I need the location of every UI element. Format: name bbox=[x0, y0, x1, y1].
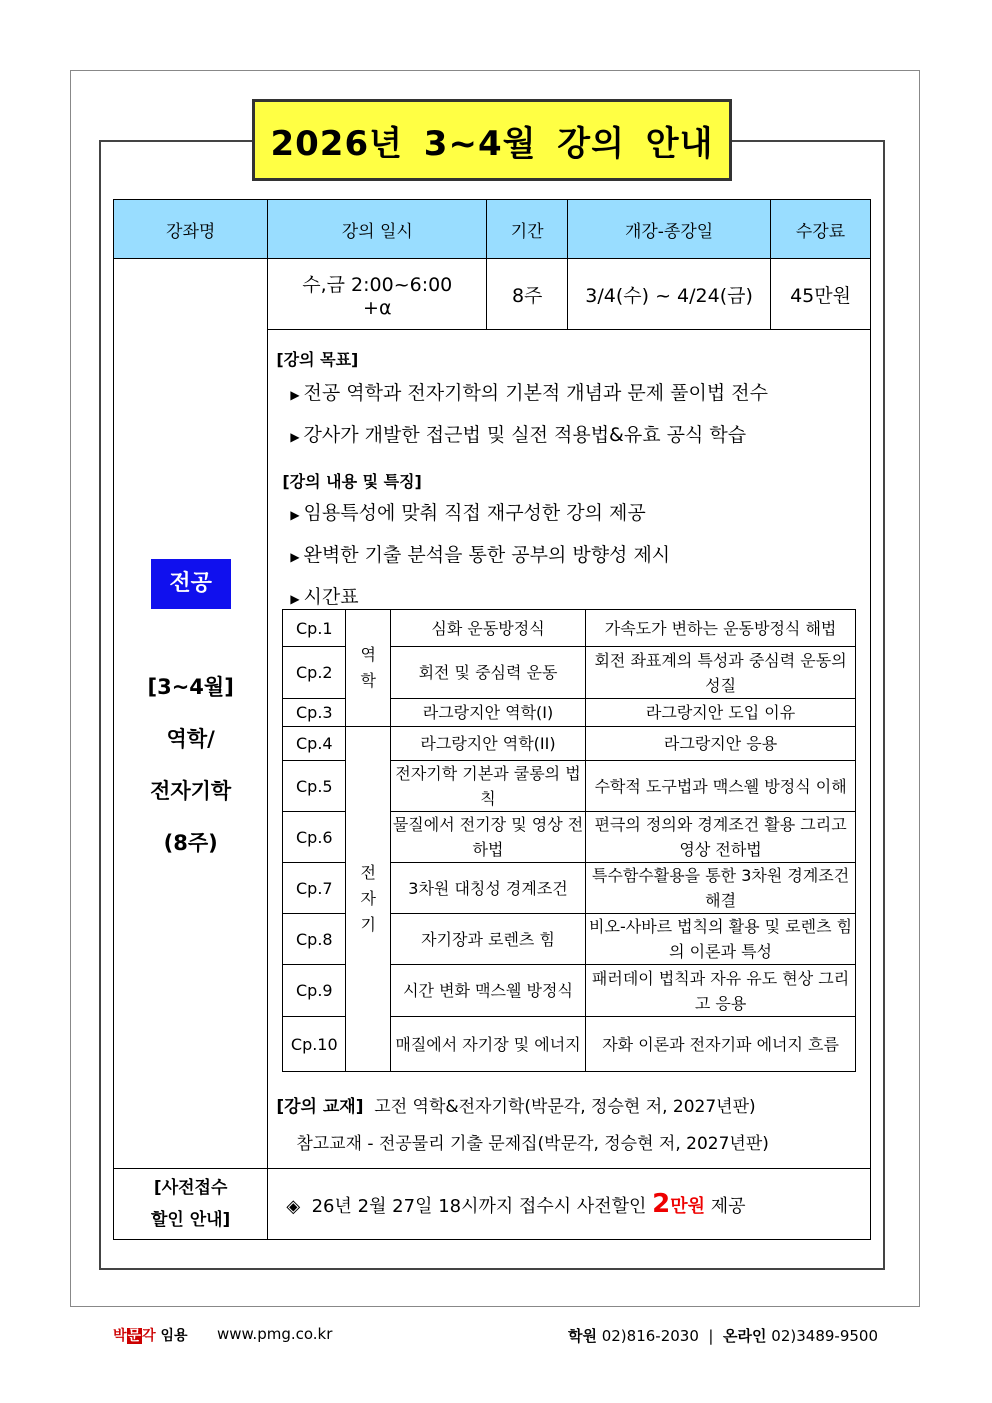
page-title: 2026년 3~4월 강의 안내 bbox=[252, 99, 732, 181]
online-phone: 02)3489-9500 bbox=[771, 1327, 878, 1345]
schedule-time: 수,금 2:00~6:00 bbox=[302, 273, 453, 296]
table-header-row bbox=[114, 200, 871, 259]
chapter-cell: Cp.7 bbox=[283, 863, 346, 914]
topic-cell: 심화 운동방정식 bbox=[391, 610, 586, 647]
desc-cell: 자화 이론과 전자기파 에너지 흐름 bbox=[585, 1017, 855, 1072]
topic-cell: 라그랑지안 역학(I) bbox=[391, 699, 586, 727]
topic-cell: 라그랑지안 역학(II) bbox=[391, 727, 586, 761]
desc-cell: 라그랑지안 응용 bbox=[585, 727, 855, 761]
topic-cell: 회전 및 중심력 운동 bbox=[391, 647, 586, 699]
prereg-label-2: 할인 안내] bbox=[150, 1210, 231, 1230]
chapter-cell: Cp.9 bbox=[283, 965, 346, 1017]
topic-cell: 물질에서 전기장 및 영상 전하법 bbox=[391, 812, 586, 863]
goals-title: [강의 목표] bbox=[276, 350, 359, 369]
schedule-extra: +α bbox=[363, 296, 392, 319]
chapter-cell: Cp.4 bbox=[283, 727, 346, 761]
lecture-table bbox=[113, 199, 871, 1240]
prereg-label-cell bbox=[114, 1169, 268, 1240]
contact-phones bbox=[568, 1325, 878, 1346]
chapter-cell: Cp.3 bbox=[283, 699, 346, 727]
major-badge: 전공 bbox=[151, 559, 231, 609]
header-fee: 수강료 bbox=[771, 200, 871, 259]
table-row bbox=[283, 610, 856, 647]
chapter-cell: Cp.5 bbox=[283, 761, 346, 812]
feature-item: ▶ 완벽한 기출 분석을 통한 공부의 방향성 제시 bbox=[290, 544, 671, 566]
textbook-label: [강의 교재] bbox=[276, 1097, 364, 1117]
topic-cell: 자기장과 로렌츠 힘 bbox=[391, 914, 586, 965]
course-weeks: (8주) bbox=[163, 830, 218, 855]
topic-cell: 매질에서 자기장 및 에너지 bbox=[391, 1017, 586, 1072]
features-title: [강의 내용 및 특징] bbox=[282, 472, 422, 491]
topic-cell: 3차원 대칭성 경계조건 bbox=[391, 863, 586, 914]
goal-item: ▶ 전공 역학과 전자기학의 기본적 개념과 문제 풀이법 전수 bbox=[290, 382, 768, 404]
timetable bbox=[282, 609, 856, 1072]
separator: | bbox=[708, 1327, 714, 1345]
course-content-cell bbox=[268, 330, 871, 1169]
reference-line: 참고교재 - 전공물리 기출 문제집(박문각, 정승현 저, 2027년판) bbox=[296, 1134, 769, 1154]
desc-cell: 특수함수활용을 통한 3차원 경계조건 해결 bbox=[585, 863, 855, 914]
chapter-cell: Cp.2 bbox=[283, 647, 346, 699]
diamond-icon: ◈ bbox=[286, 1196, 301, 1217]
header-dates: 개강-종강일 bbox=[568, 200, 771, 259]
textbook-title: 고전 역학&전자기학(박문각, 정승현 저, 2027년판) bbox=[374, 1097, 756, 1117]
desc-cell: 패러데이 법칙과 자유 유도 현상 그리고 응용 bbox=[585, 965, 855, 1017]
desc-cell: 비오-사바르 법칙의 활용 및 로렌츠 힘의 이론과 특성 bbox=[585, 914, 855, 965]
desc-cell: 가속도가 변하는 운동방정식 해법 bbox=[585, 610, 855, 647]
feature-item: ▶ 시간표 bbox=[290, 586, 359, 608]
course-months: [3~4월] bbox=[147, 674, 234, 699]
brand-logo: 박문각 임용 bbox=[113, 1328, 188, 1344]
dates-cell: 3/4(수) ~ 4/24(금) bbox=[568, 259, 771, 330]
academy-label: 학원 bbox=[567, 1327, 597, 1345]
triangle-bullet-icon: ▶ bbox=[290, 550, 300, 564]
triangle-bullet-icon: ▶ bbox=[290, 430, 300, 444]
online-label: 온라인 bbox=[723, 1327, 767, 1345]
header-schedule: 강의 일시 bbox=[268, 200, 487, 259]
schedule-cell bbox=[268, 259, 487, 330]
header-period: 기간 bbox=[487, 200, 568, 259]
prereg-text-cell bbox=[268, 1169, 871, 1240]
topic-cell: 전자기학 기본과 쿨롱의 법칙 bbox=[391, 761, 586, 812]
discount-amount-number: 2 bbox=[652, 1189, 671, 1219]
triangle-bullet-icon: ▶ bbox=[290, 508, 300, 522]
desc-cell: 회전 좌표계의 특성과 중심력 운동의 성질 bbox=[585, 647, 855, 699]
website-link[interactable]: www.pmg.co.kr bbox=[217, 1325, 333, 1343]
academy-phone: 02)816-2030 bbox=[601, 1327, 699, 1345]
fee-cell: 45만원 bbox=[771, 259, 871, 330]
prereg-text: 26년 2월 27일 18시까지 접수시 사전할인 bbox=[311, 1196, 647, 1217]
triangle-bullet-icon: ▶ bbox=[290, 388, 300, 402]
chapter-cell: Cp.10 bbox=[283, 1017, 346, 1072]
textbook-line bbox=[276, 1092, 870, 1117]
desc-cell: 라그랑지안 도입 이유 bbox=[585, 699, 855, 727]
desc-cell: 편극의 정의와 경계조건 활용 그리고 영상 전하법 bbox=[585, 812, 855, 863]
course-info-row bbox=[114, 259, 871, 330]
course-name-cell bbox=[114, 259, 268, 1169]
group-mechanics: 역학 bbox=[346, 610, 391, 727]
chapter-cell: Cp.6 bbox=[283, 812, 346, 863]
prereg-text-end: 제공 bbox=[710, 1196, 746, 1217]
prereg-label-1: [사전접수 bbox=[153, 1178, 228, 1198]
feature-item: ▶ 임용특성에 맞춰 직접 재구성한 강의 제공 bbox=[290, 502, 646, 524]
header-course-name: 강좌명 bbox=[114, 200, 268, 259]
course-subject-1: 역학/ bbox=[166, 726, 215, 751]
chapter-cell: Cp.8 bbox=[283, 914, 346, 965]
topic-cell: 시간 변화 맥스웰 방정식 bbox=[391, 965, 586, 1017]
table-row bbox=[283, 727, 856, 761]
course-subject-2: 전자기학 bbox=[150, 778, 232, 803]
desc-cell: 수학적 도구법과 맥스웰 방정식 이해 bbox=[585, 761, 855, 812]
chapter-cell: Cp.1 bbox=[283, 610, 346, 647]
triangle-bullet-icon: ▶ bbox=[290, 592, 300, 606]
group-electromagnetism: 전자기 bbox=[346, 727, 391, 1072]
discount-amount-unit: 만원 bbox=[670, 1196, 706, 1217]
goal-item: ▶ 강사가 개발한 접근법 및 실전 적용법&유효 공식 학습 bbox=[290, 424, 747, 446]
footer bbox=[113, 1322, 878, 1350]
prereg-row bbox=[114, 1169, 871, 1240]
period-cell: 8주 bbox=[487, 259, 568, 330]
